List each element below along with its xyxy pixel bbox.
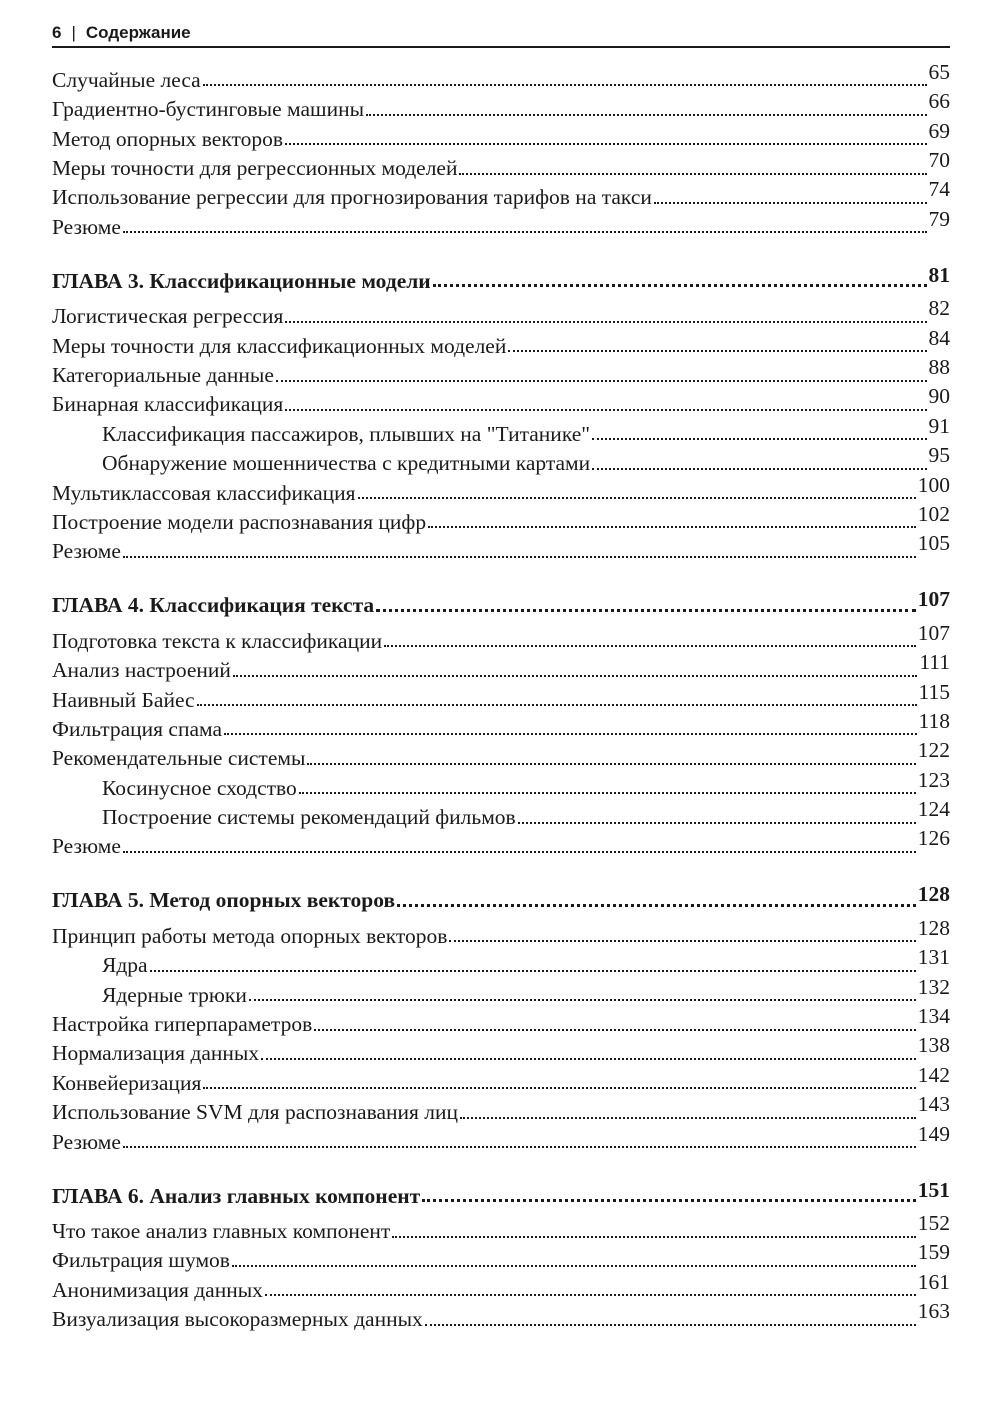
toc-entry[interactable] — [52, 652, 950, 681]
toc-entry-title: ГЛАВА 5. Метод опорных векторов — [52, 888, 396, 913]
toc-entry-page: 69 — [928, 118, 950, 143]
dot-leader — [508, 350, 926, 352]
toc-entry-page: 149 — [917, 1121, 950, 1146]
toc-entry-title: Ядерные трюки — [102, 982, 247, 1007]
toc-entry-page: 126 — [917, 826, 950, 851]
dot-leader — [307, 763, 915, 765]
dot-leader — [150, 970, 916, 972]
toc-entry-title: Подготовка текста к классификации — [52, 628, 383, 653]
toc-entry-page: 70 — [928, 148, 950, 173]
toc-entry-page: 131 — [917, 945, 950, 970]
dot-leader — [203, 1087, 915, 1089]
dot-leader — [433, 284, 927, 287]
toc-entry-page: 111 — [919, 650, 950, 675]
toc-entry-page: 134 — [917, 1004, 950, 1029]
toc-entry-title: Случайные леса — [52, 67, 201, 92]
toc-entry[interactable] — [52, 1094, 950, 1123]
toc-entry-title: Рекомендательные системы — [52, 746, 306, 771]
toc-entry-page: 143 — [917, 1092, 950, 1117]
dot-leader — [261, 1058, 916, 1060]
toc-entry[interactable] — [52, 1240, 950, 1273]
toc-entry-title: Метод опорных векторов — [52, 126, 284, 151]
dot-leader — [376, 609, 916, 612]
dot-leader — [422, 1199, 916, 1202]
toc-entry-page: 95 — [928, 443, 950, 468]
dot-leader — [285, 409, 926, 411]
toc-subsection[interactable] — [52, 413, 950, 446]
dot-leader — [592, 438, 926, 440]
dot-leader — [397, 904, 916, 907]
dot-leader — [358, 497, 916, 499]
toc-entry[interactable] — [52, 533, 950, 562]
dot-leader — [285, 321, 926, 323]
header-separator: | — [71, 23, 76, 42]
dot-leader — [518, 822, 916, 824]
dot-leader — [384, 645, 916, 647]
toc-entry-title: ГЛАВА 4. Классификация текста — [52, 593, 375, 618]
toc-entry[interactable] — [52, 177, 950, 210]
toc-entry-page: 152 — [917, 1211, 950, 1235]
table-of-contents — [52, 59, 950, 1332]
toc-entry-page: 128 — [917, 915, 950, 940]
toc-entry-page: 88 — [928, 355, 950, 380]
toc-entry-title: Резюме — [52, 214, 121, 239]
dot-leader — [299, 792, 916, 794]
toc-entry-title: Резюме — [52, 834, 121, 859]
toc-entry[interactable] — [52, 472, 950, 505]
toc-entry[interactable] — [52, 150, 950, 179]
toc-entry-title: Косинусное сходство — [102, 775, 297, 800]
toc-entry-page: 66 — [928, 89, 950, 114]
dot-leader — [460, 1117, 916, 1119]
toc-chapter[interactable] — [52, 262, 950, 292]
toc-entry-title: Градиентно-бустинговые машины — [52, 97, 365, 122]
page-header — [52, 22, 950, 48]
dot-leader — [449, 940, 915, 942]
toc-entry-page: 81 — [928, 262, 950, 287]
toc-entry-page: 90 — [928, 384, 950, 409]
toc-subsection[interactable] — [52, 799, 950, 828]
toc-entry-page: 123 — [917, 767, 950, 792]
dot-leader — [314, 1029, 916, 1031]
dot-leader — [123, 556, 916, 558]
toc-entry-page: 128 — [917, 882, 950, 907]
toc-entry[interactable] — [52, 325, 950, 358]
toc-entry-page: 159 — [917, 1240, 950, 1265]
toc-entry-title: Анализ настроений — [52, 658, 231, 683]
dot-leader — [249, 999, 916, 1001]
toc-entry-page: 82 — [928, 296, 950, 321]
toc-entry-page: 151 — [917, 1177, 950, 1202]
toc-entry-page: 102 — [917, 501, 950, 526]
toc-entry-title: ГЛАВА 3. Классификационные модели — [52, 268, 431, 293]
dot-leader — [224, 733, 917, 735]
toc-entry[interactable] — [52, 298, 950, 327]
toc-entry[interactable] — [52, 740, 950, 769]
toc-entry-title: Наивный Байес — [52, 687, 195, 712]
dot-leader — [425, 1324, 916, 1326]
dot-leader — [366, 114, 926, 116]
toc-entry-page: 91 — [928, 413, 950, 438]
dot-leader — [276, 380, 927, 382]
toc-entry-page: 161 — [917, 1269, 950, 1294]
toc-entry[interactable] — [52, 1301, 950, 1330]
toc-entry[interactable] — [52, 620, 950, 653]
toc-entry-title: Меры точности для классификационных моделей — [52, 333, 507, 358]
toc-entry-page: 124 — [917, 797, 950, 822]
dot-leader — [285, 143, 926, 145]
toc-subsection[interactable] — [52, 974, 950, 1007]
toc-subsection[interactable] — [52, 947, 950, 976]
toc-entry[interactable] — [52, 708, 950, 741]
toc-entry-title: Резюме — [52, 539, 121, 564]
toc-entry-title: Бинарная классификация — [52, 392, 284, 417]
toc-entry[interactable] — [52, 1269, 950, 1302]
toc-entry[interactable] — [52, 91, 950, 120]
dot-leader — [459, 173, 926, 175]
toc-chapter[interactable] — [52, 587, 950, 617]
toc-entry-title: Настройка гиперпараметров — [52, 1012, 313, 1037]
toc-entry-title: Использование регрессии для прогнозирования тарифов на такси — [52, 185, 652, 210]
dot-leader — [197, 704, 917, 706]
toc-entry-page: 107 — [917, 587, 950, 612]
toc-entry[interactable] — [52, 384, 950, 417]
dot-leader — [428, 526, 916, 528]
dot-leader — [233, 675, 917, 677]
toc-entry[interactable] — [52, 1121, 950, 1154]
toc-entry-page: 65 — [928, 59, 950, 84]
toc-subsection[interactable] — [52, 767, 950, 800]
toc-subsection[interactable] — [52, 445, 950, 474]
page-number: 6 — [52, 23, 62, 42]
dot-leader — [265, 1294, 916, 1296]
section-title: Содержание — [85, 23, 191, 42]
toc-entry[interactable] — [52, 206, 950, 239]
toc-entry[interactable] — [52, 118, 950, 151]
toc-entry-page: 100 — [917, 472, 950, 497]
toc-entry[interactable] — [52, 1213, 950, 1242]
toc-entry-page: 115 — [918, 679, 950, 704]
toc-entry[interactable] — [52, 59, 950, 92]
toc-entry-title: Что такое анализ главных компонент — [52, 1219, 391, 1243]
toc-entry-page: 107 — [917, 620, 950, 645]
dot-leader — [232, 1265, 916, 1267]
toc-entry[interactable] — [52, 679, 950, 712]
toc-entry-title: ГЛАВА 6. Анализ главных компонент — [52, 1183, 421, 1208]
toc-entry[interactable] — [52, 1033, 950, 1066]
toc-entry[interactable] — [52, 915, 950, 948]
toc-entry[interactable] — [52, 501, 950, 534]
dot-leader — [203, 84, 927, 86]
toc-entry-title: Анонимизация данных — [52, 1277, 263, 1302]
toc-entry-page: 105 — [917, 531, 950, 556]
toc-entry-title: Ядра — [102, 953, 148, 978]
toc-entry-title: Логистическая регрессия — [52, 304, 284, 329]
toc-entry-title: Фильтрация шумов — [52, 1248, 230, 1273]
toc-entry-title: Резюме — [52, 1129, 121, 1154]
toc-entry-title: Обнаружение мошенничества с кредитными картами — [102, 451, 591, 476]
toc-entry-page: 132 — [917, 974, 950, 999]
toc-entry-title: Классификация пассажиров, плывших на "Титанике" — [102, 421, 591, 446]
toc-entry-title: Мультиклассовая классификация — [52, 480, 356, 505]
dot-leader — [654, 202, 927, 204]
toc-entry-title: Построение модели распознавания цифр — [52, 509, 427, 534]
toc-entry-page: 142 — [917, 1062, 950, 1087]
toc-entry-title: Нормализация данных — [52, 1041, 260, 1066]
toc-entry-page: 118 — [918, 708, 950, 733]
toc-chapter[interactable] — [52, 882, 950, 912]
dot-leader — [592, 468, 926, 470]
toc-entry-title: Меры точности для регрессионных моделей — [52, 156, 458, 181]
dot-leader — [123, 851, 916, 853]
toc-entry-page: 79 — [928, 206, 950, 231]
toc-entry-page: 163 — [917, 1299, 950, 1324]
toc-entry-page: 138 — [917, 1033, 950, 1058]
toc-entry[interactable] — [52, 1006, 950, 1035]
dot-leader — [123, 231, 927, 233]
toc-entry-title: Конвейеризация — [52, 1070, 202, 1095]
toc-entry-title: Фильтрация спама — [52, 716, 223, 741]
toc-chapter[interactable] — [52, 1177, 950, 1207]
toc-entry-page: 122 — [917, 738, 950, 763]
dot-leader — [392, 1236, 915, 1238]
toc-entry-page: 74 — [928, 177, 950, 202]
toc-entry-title: Визуализация высокоразмерных данных — [52, 1307, 423, 1332]
toc-entry[interactable] — [52, 826, 950, 859]
toc-entry-title: Использование SVM для распознавания лиц — [52, 1100, 459, 1125]
toc-entry-page: 84 — [928, 325, 950, 350]
toc-entry-title: Категориальные данные — [52, 363, 274, 388]
toc-entry-title: Построение системы рекомендаций фильмов — [102, 805, 516, 830]
toc-entry-title: Принцип работы метода опорных векторов — [52, 923, 448, 948]
dot-leader — [123, 1146, 916, 1148]
toc-entry[interactable] — [52, 1062, 950, 1095]
toc-entry[interactable] — [52, 357, 950, 386]
